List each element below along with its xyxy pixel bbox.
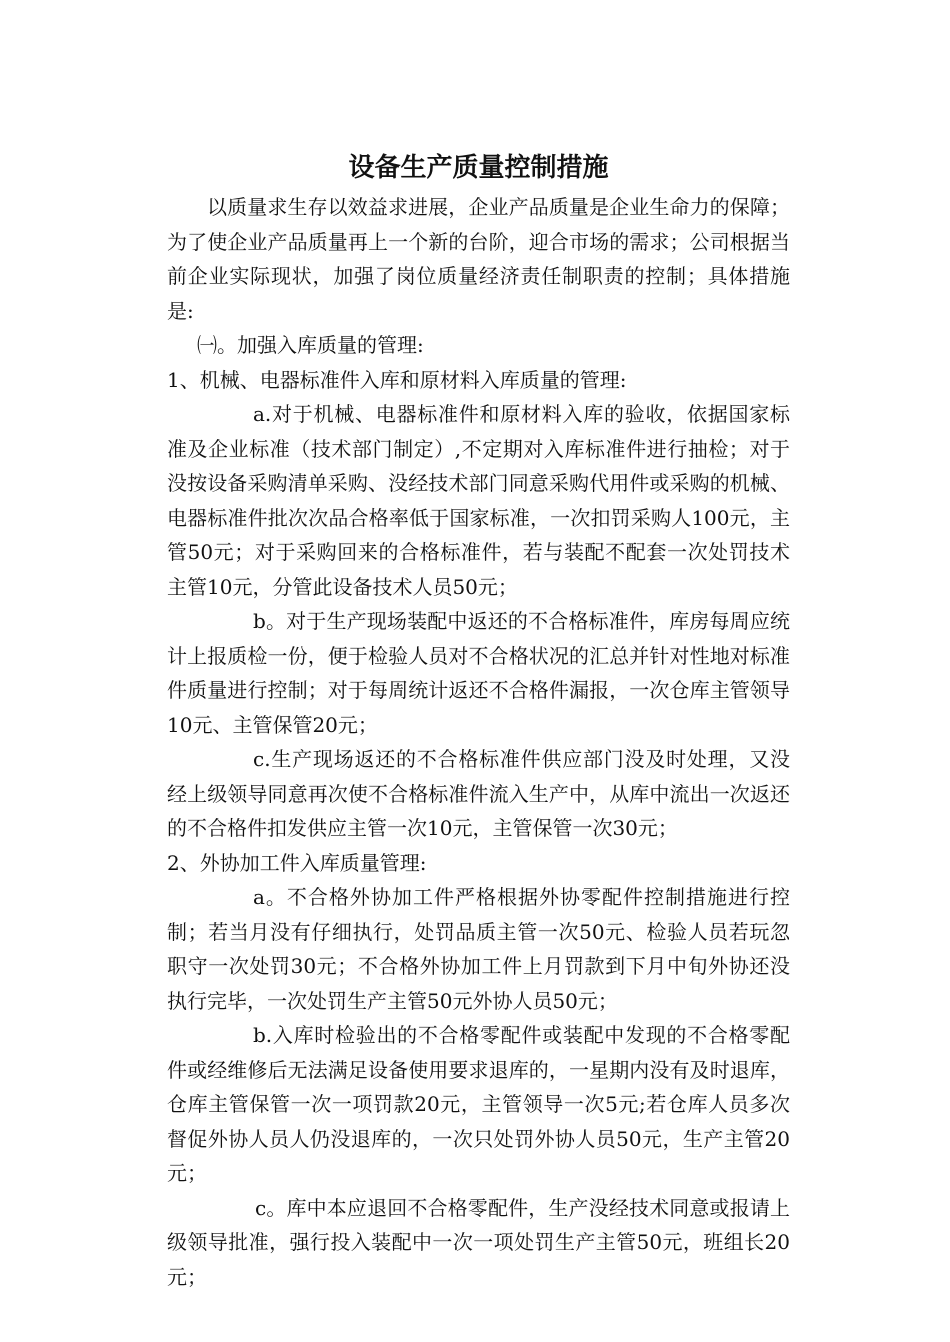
intro-paragraph: 以质量求生存以效益求进展，企业产品质量是企业生命力的保障；为了使企业产品质量再上一个新的台阶，迎合市场的需求；公司根据当前企业实际现状，加强了岗位质量经济责任制职责的控制；具体措施是: bbox=[167, 195, 790, 323]
item-2-heading: 2、外协加工件入库质量管理: bbox=[167, 850, 427, 875]
document-page bbox=[167, 148, 790, 1294]
section-heading: ㈠。加强入库质量的管理: bbox=[197, 333, 424, 357]
item-1-b-paragraph: b。对于生产现场装配中返还的不合格标准件，库房每周应统计上报质检一份，便于检验人员对不合格状况的汇总并针对性地对标准件质量进行控制；对于每周统计返还不合格件漏报，一次仓库主管领导10元、主管保管20元； bbox=[167, 609, 790, 737]
item-1-heading: 1、机械、电器标准件入库和原材料入库质量的管理: bbox=[167, 367, 627, 392]
document-title: 设备生产质量控制措施 bbox=[348, 153, 609, 183]
item-2-c-paragraph: c。库中本应退回不合格零配件，生产没经技术同意或报请上级领导批准，强行投入装配中一次一项处罚生产主管50元，班组长20元； bbox=[167, 1195, 790, 1289]
item-2-b-paragraph: b.入库时检验出的不合格零配件或装配中发现的不合格零配件或经维修后无法满足设备使用要求退库的，一星期内没有及时退库，仓库主管保管一次一项罚款20元，主管领导一次5元;若仓库人员多次督促外协人员人仍没退库的，一次只处罚外协人员50元，生产主管20元； bbox=[167, 1023, 790, 1185]
item-2-a-paragraph: a。不合格外协加工件严格根据外协零配件控制措施进行控制；若当月没有仔细执行，处罚品质主管一次50元、检验人员若玩忽职守一次处罚30元；不合格外协加工件上月罚款到下月中旬外协还没执行完毕，一次处罚生产主管50元外协人员50元； bbox=[167, 885, 790, 1013]
item-1-a-paragraph: a.对于机械、电器标准件和原材料入库的验收，依据国家标准及企业标准（技术部门制定）,不定期对入库标准件进行抽检；对于没按设备采购清单采购、没经技术部门同意采购代用件或采购的机械、电器标准件批次次品合格率低于国家标准，一次扣罚采购人100元，主管50元；对于采购回来的合格标准件，若与装配不配套一次处罚技术主管10元，分管此设备技术人员50元； bbox=[167, 402, 790, 599]
item-1-c-paragraph: c.生产现场返还的不合格标准件供应部门没及时处理，又没经上级领导同意再次使不合格标准件流入生产中，从库中流出一次返还的不合格件扣发供应主管一次10元，主管保管一次30元； bbox=[167, 747, 790, 840]
